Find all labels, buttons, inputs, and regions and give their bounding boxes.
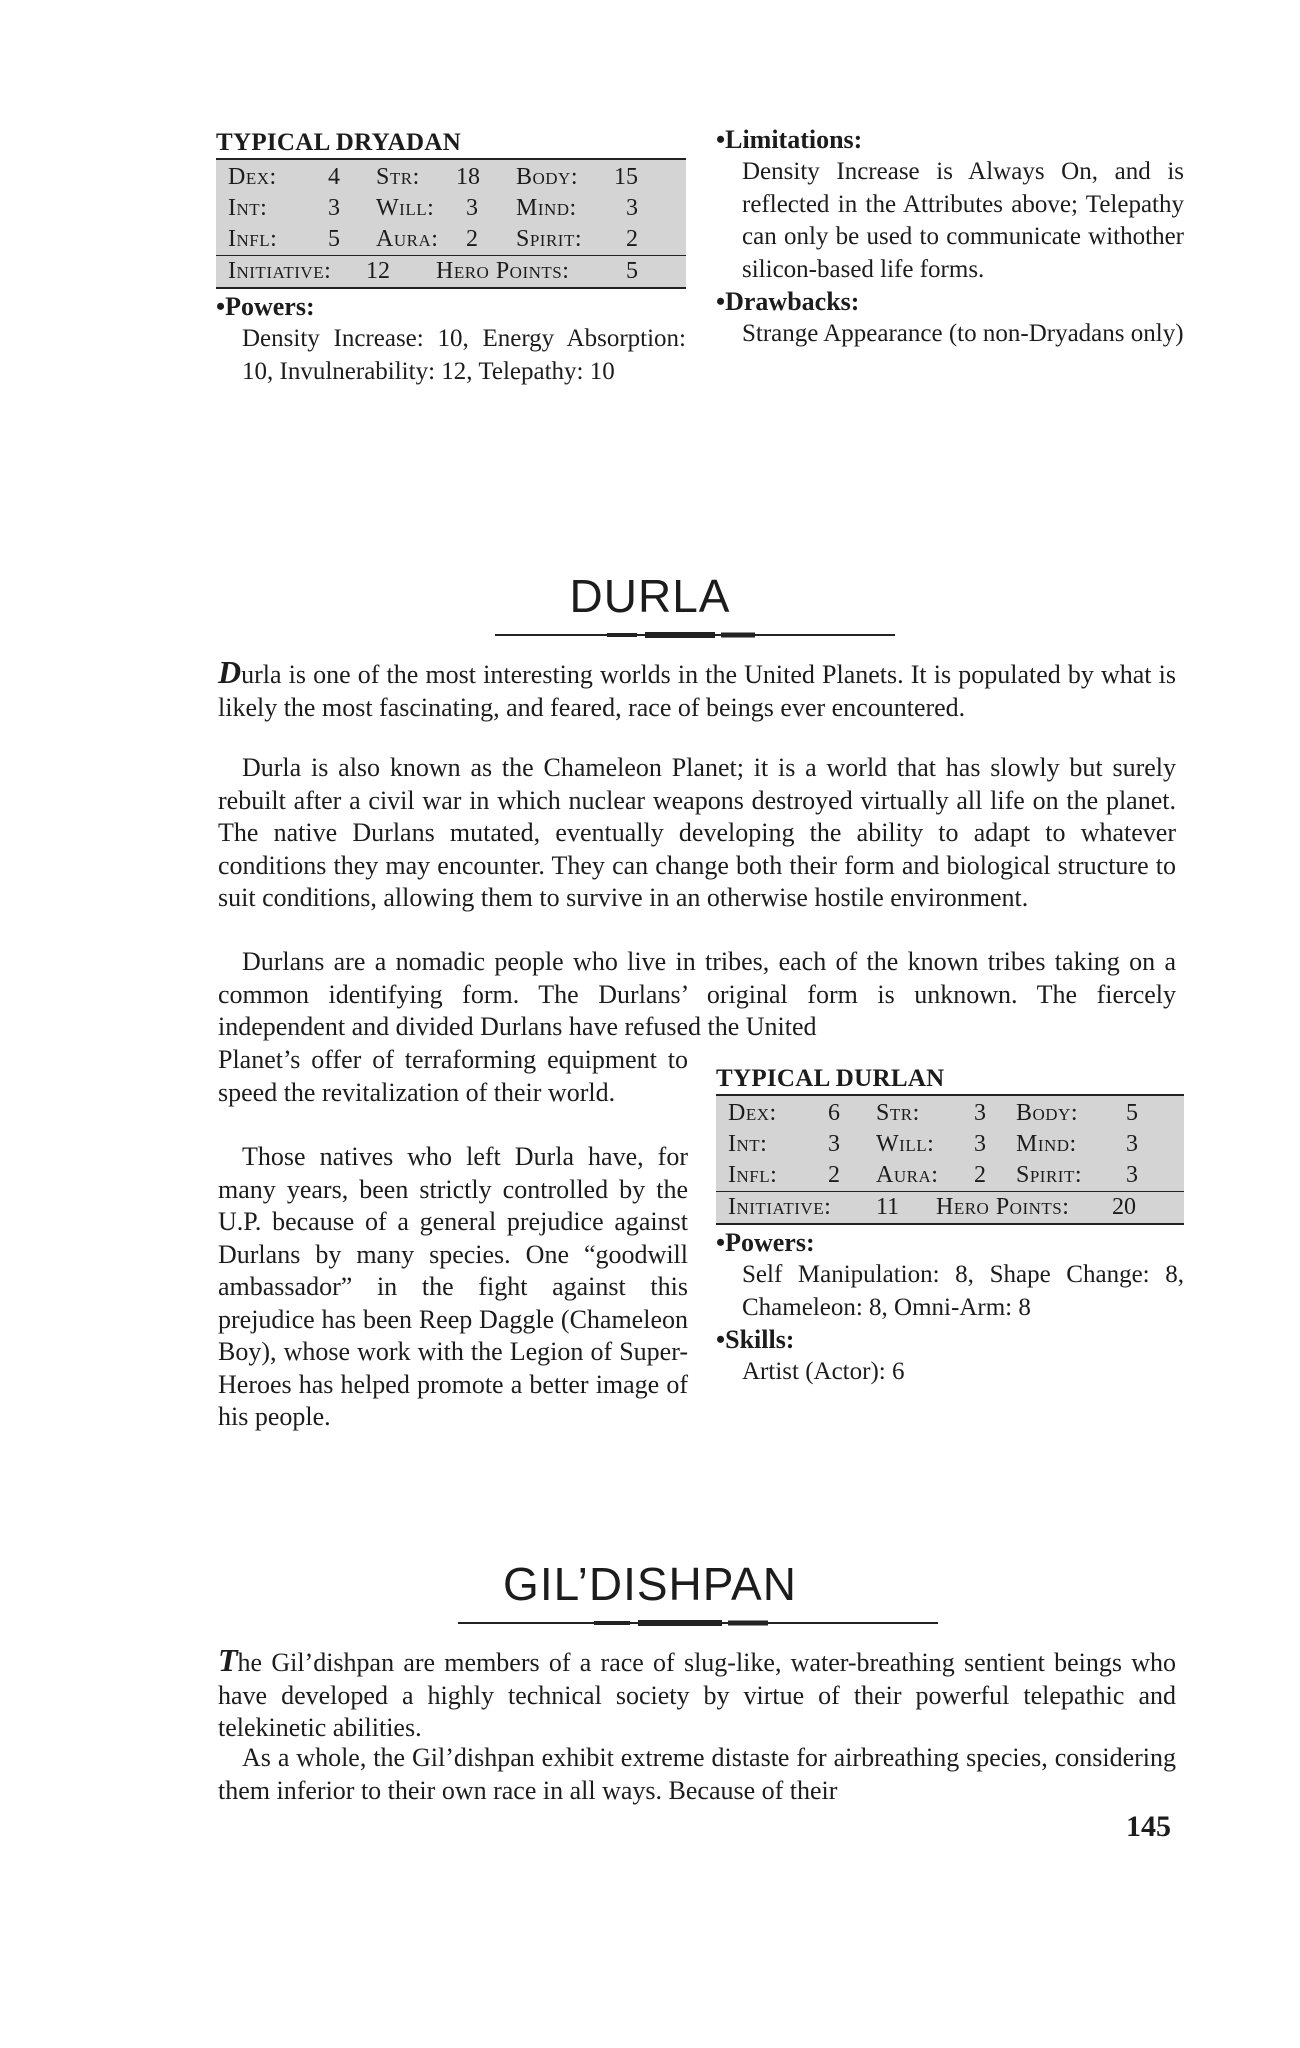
dryadan-powers-heading: •Powers: (216, 292, 315, 321)
attr-value: 4 (328, 164, 340, 190)
gildishpan-divider (458, 1616, 938, 1630)
durla-paragraph-3: Durlans are a nomadic people who live in tribes, each of the known tribes taking on a common identifying form. The Durlans’ original form is unknown. The fiercely independent and divided Durlans have refused the United (218, 947, 1176, 1041)
attr-value: 3 (328, 195, 340, 221)
attr-label: Spirit: (1016, 1162, 1083, 1188)
durlan-stat-block (716, 1064, 1184, 1389)
initiative-label: Initiative: (728, 1194, 832, 1220)
initiative-value: 12 (366, 258, 390, 284)
attr-value: 3 (974, 1131, 986, 1157)
attr-label: Body: (1016, 1100, 1079, 1126)
attr-value: 3 (626, 195, 638, 221)
paragraph-text: he Gil’dishpan are members of a race of slug-like, water-breathing sentient beings who have developed a highly technical society by virtue of their powerful telepathic and telekinetic abilities. (218, 1648, 1176, 1742)
attr-value: 3 (974, 1100, 986, 1126)
durlan-attribute-table (716, 1094, 1184, 1225)
dryadan-title: TYPICAL DRYADAN (216, 129, 462, 156)
attr-value: 2 (466, 226, 478, 252)
durla-heading: DURLA (569, 570, 731, 622)
durla-paragraph-1 (218, 656, 1176, 724)
dryadan-row-1 (216, 162, 686, 193)
dryadan-row-3 (216, 224, 686, 255)
hero-points-value: 5 (626, 258, 638, 284)
hero-points-label: Hero Points: (436, 258, 570, 284)
attr-label: Int: (228, 195, 268, 221)
attr-value: 5 (328, 226, 340, 252)
paragraph-text: urla is one of the most interesting worlds in the United Planets. It is populated by what is likely the most fascinating, and feared, race of beings ever encountered. (218, 660, 1176, 722)
attr-label: Spirit: (516, 226, 583, 252)
attr-label: Infl: (228, 226, 278, 252)
drawbacks-heading: •Drawbacks: (716, 287, 860, 316)
attr-value: 5 (1126, 1100, 1138, 1126)
initiative-label: Initiative: (228, 258, 332, 284)
dryadan-powers-text: Density Increase: 10, Energy Absorption: 10, Invulnerability: 12, Telepathy: 10 (242, 325, 686, 385)
durla-paragraph-3-continued: Planet’s offer of terraforming equipment to speed the revitalization of their world. (218, 1045, 688, 1107)
dryadan-limitations-block (716, 124, 1184, 351)
attr-value: 3 (466, 195, 478, 221)
attr-label: Str: (376, 164, 420, 190)
attr-value: 2 (974, 1162, 986, 1188)
attr-value: 18 (456, 164, 480, 190)
attr-value: 6 (828, 1100, 840, 1126)
initiative-value: 11 (876, 1194, 900, 1220)
attr-label: Mind: (1016, 1131, 1077, 1157)
gildishpan-paragraph-2: As a whole, the Gil’dishpan exhibit extreme distaste for airbreathing species, considering them inferior to their own race in all ways. Because of their (218, 1743, 1176, 1805)
durlan-initiative-row (716, 1191, 1184, 1223)
attr-value: 2 (626, 226, 638, 252)
attr-label: Str: (876, 1100, 920, 1126)
durlan-row-1 (716, 1098, 1184, 1129)
attr-label: Aura: (376, 226, 439, 252)
attr-value: 15 (614, 164, 638, 190)
dryadan-stat-block (216, 128, 686, 388)
drawbacks-text: Strange Appearance (to non-Dryadans only) (742, 320, 1184, 347)
attr-label: Dex: (228, 164, 277, 190)
attr-label: Will: (376, 195, 435, 221)
attr-value: 3 (828, 1131, 840, 1157)
durlan-row-3 (716, 1160, 1184, 1191)
dryadan-row-2 (216, 193, 686, 224)
attr-label: Int: (728, 1131, 768, 1157)
attr-value: 3 (1126, 1162, 1138, 1188)
attr-label: Body: (516, 164, 579, 190)
gildishpan-heading: GIL’DISHPAN (503, 1558, 797, 1610)
durla-paragraph-2: Durla is also known as the Chameleon Planet; it is a world that has slowly but surely rebuilt after a civil war in which nuclear weapons destroyed virtually all life on the planet. The native Durlans mutated, eventually developing the ability to adapt to whatever conditions they may encounter. They can change both their form and biological structure to suit conditions, allowing them to survive in an otherwise hostile environment. (218, 753, 1176, 912)
dryadan-attribute-table (216, 158, 686, 289)
durlan-powers-heading: •Powers: (716, 1228, 815, 1257)
hero-points-label: Hero Points: (936, 1194, 1070, 1220)
hero-points-value: 20 (1112, 1194, 1136, 1220)
attr-label: Aura: (876, 1162, 939, 1188)
durlan-title: TYPICAL DURLAN (716, 1065, 945, 1092)
limitations-text: Density Increase is Always On, and is reflected in the Attributes above; Telepathy can only be used to communicate withother silicon-based life forms. (742, 158, 1184, 283)
drop-cap: T (218, 1642, 238, 1678)
attr-label: Mind: (516, 195, 577, 221)
limitations-heading: •Limitations: (716, 125, 863, 154)
drop-cap: D (218, 654, 242, 690)
attr-label: Will: (876, 1131, 935, 1157)
dryadan-initiative-row (216, 255, 686, 287)
durlan-skills-text: Artist (Actor): 6 (742, 1358, 905, 1385)
durlan-skills-heading: •Skills: (716, 1325, 795, 1354)
gildishpan-paragraph-1 (218, 1644, 1176, 1745)
attr-value: 2 (828, 1162, 840, 1188)
durla-paragraph-4: Those natives who left Durla have, for many years, been strictly controlled by the U.P. because of a general prejudice against Durlans by many species. One “goodwill ambassador” in the fight against this prejudice has been Reep Daggle (Chameleon Boy), whose work with the Legion of Super-Heroes has helped promote a better image of his people. (218, 1142, 688, 1431)
durla-divider (495, 628, 895, 642)
durlan-powers-text: Self Manipulation: 8, Shape Change: 8, Chameleon: 8, Omni-Arm: 8 (742, 1261, 1184, 1321)
page-number: 145 (1126, 1810, 1171, 1843)
durlan-row-2 (716, 1129, 1184, 1160)
attr-label: Dex: (728, 1100, 777, 1126)
attr-label: Infl: (728, 1162, 778, 1188)
attr-value: 3 (1126, 1131, 1138, 1157)
